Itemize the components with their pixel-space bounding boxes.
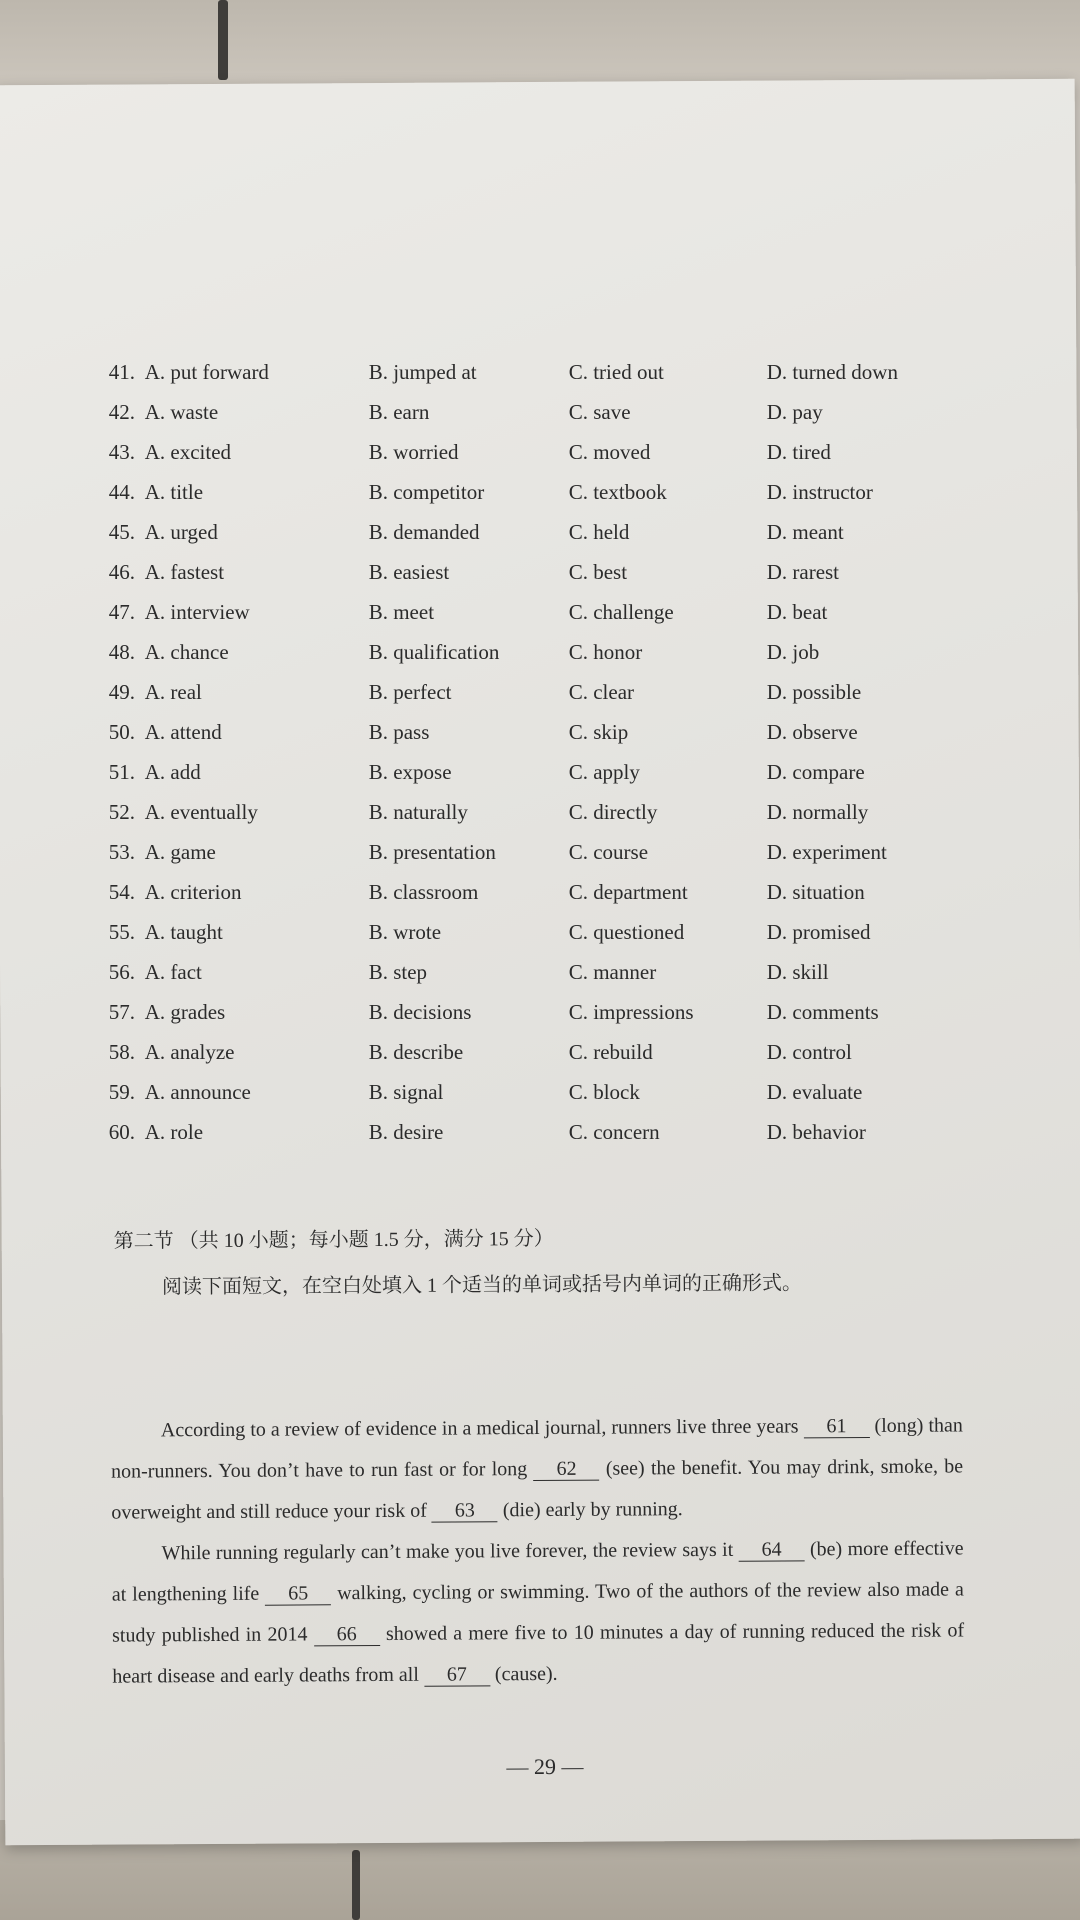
option-b: B. demanded	[368, 520, 480, 545]
option-b: B. decisions	[368, 1000, 472, 1025]
option-a: A. analyze	[144, 1040, 235, 1065]
passage-text: (long) than non-runners. You don’t have to run fast or for long	[111, 1414, 963, 1483]
option-c: C. challenge	[568, 600, 674, 625]
question-row	[109, 752, 969, 792]
question-number: 60.	[108, 1120, 135, 1145]
option-b: B. earn	[368, 400, 430, 425]
option-c: C. questioned	[568, 920, 685, 945]
option-c: C. apply	[568, 760, 640, 785]
multiple-choice-options-table	[109, 352, 969, 1152]
option-b: B. perfect	[368, 680, 452, 705]
option-b: B. meet	[368, 600, 435, 625]
option-d: D. skill	[766, 960, 829, 985]
option-c: C. block	[568, 1080, 640, 1105]
option-d: D. experiment	[766, 840, 887, 865]
section-title: 第二节 （共 10 小题；每小题 1.5 分，满分 15 分）	[113, 1227, 554, 1253]
option-a: A. grades	[144, 1000, 226, 1025]
passage-paragraph-1	[111, 1405, 964, 1533]
question-number: 45.	[108, 520, 135, 545]
question-row	[109, 632, 969, 672]
question-row	[109, 832, 969, 872]
exam-paper-sheet	[0, 79, 1080, 1846]
question-row	[109, 992, 969, 1032]
question-number: 53.	[108, 840, 135, 865]
blank-66: 66	[314, 1623, 380, 1646]
option-d: D. pay	[766, 400, 823, 425]
option-c: C. department	[568, 880, 688, 905]
option-a: A. eventually	[144, 800, 258, 825]
blank-67: 67	[424, 1663, 490, 1686]
option-a: A. real	[144, 680, 202, 705]
question-row	[109, 712, 969, 752]
option-b: B. qualification	[368, 640, 500, 665]
option-a: A. put forward	[144, 360, 269, 385]
question-number: 58.	[108, 1040, 135, 1065]
option-a: A. announce	[144, 1080, 251, 1105]
question-number: 56.	[108, 960, 135, 985]
option-c: C. moved	[568, 440, 651, 465]
option-b: B. describe	[368, 1040, 464, 1065]
option-d: D. situation	[766, 880, 865, 905]
question-number: 46.	[108, 560, 135, 585]
option-a: A. role	[144, 1120, 204, 1145]
option-d: D. evaluate	[766, 1080, 863, 1105]
passage-text: (die) early by running.	[497, 1498, 683, 1522]
question-row	[109, 1032, 969, 1072]
option-a: A. chance	[144, 640, 229, 665]
blank-64: 64	[739, 1538, 805, 1561]
option-d: D. beat	[766, 600, 828, 625]
question-row	[109, 792, 969, 832]
option-c: C. manner	[568, 960, 657, 985]
option-d: D. comments	[766, 1000, 879, 1025]
question-number: 49.	[108, 680, 135, 705]
option-a: A. attend	[144, 720, 222, 745]
option-c: C. honor	[568, 640, 643, 665]
option-c: C. clear	[568, 680, 635, 705]
question-row	[109, 912, 969, 952]
passage-paragraph-2	[111, 1528, 964, 1697]
question-row	[109, 1072, 969, 1112]
option-d: D. promised	[766, 920, 871, 945]
question-number: 48.	[108, 640, 135, 665]
option-d: D. meant	[766, 520, 844, 545]
question-number: 55.	[108, 920, 135, 945]
option-d: D. control	[766, 1040, 852, 1065]
floor-tile-gap	[218, 0, 228, 80]
option-a: A. taught	[144, 920, 223, 945]
option-d: D. rarest	[766, 560, 840, 585]
blank-63: 63	[432, 1499, 498, 1522]
question-number: 44.	[108, 480, 135, 505]
question-number: 54.	[108, 880, 135, 905]
option-d: D. compare	[766, 760, 865, 785]
option-d: D. observe	[766, 720, 858, 745]
passage-text: (cause).	[489, 1662, 558, 1686]
passage-text: (see) the benefit. You may drink, smoke, be overweight and still reduce your risk of	[111, 1455, 964, 1524]
reading-passage	[111, 1405, 965, 1697]
passage-text: showed a mere five to 10 minutes a day of running reduced the risk of heart disease and early deaths from all	[112, 1619, 965, 1688]
passage-text: According to a review of evidence in a medical journal, runners live three years	[160, 1415, 804, 1442]
option-b: B. pass	[368, 720, 430, 745]
option-c: C. rebuild	[568, 1040, 653, 1065]
question-number: 51.	[108, 760, 135, 785]
option-a: A. fastest	[144, 560, 225, 585]
blank-62: 62	[533, 1458, 599, 1481]
option-b: B. competitor	[368, 480, 485, 505]
question-number: 42.	[108, 400, 135, 425]
option-c: C. course	[568, 840, 649, 865]
question-number: 47.	[108, 600, 135, 625]
option-b: B. easiest	[368, 560, 450, 585]
question-row	[109, 352, 969, 392]
question-number: 41.	[108, 360, 135, 385]
option-c: C. textbook	[568, 480, 667, 505]
option-b: B. desire	[368, 1120, 444, 1145]
passage-text: (be) more effective at lengthening life	[111, 1537, 964, 1606]
blank-61: 61	[803, 1415, 869, 1438]
option-d: D. job	[766, 640, 820, 665]
question-row	[109, 872, 969, 912]
floor-tile-gap	[352, 1850, 360, 1920]
paper-content	[0, 79, 1080, 1846]
option-a: A. criterion	[144, 880, 242, 905]
option-d: D. tired	[766, 440, 831, 465]
question-row	[109, 552, 969, 592]
option-c: C. concern	[568, 1120, 660, 1145]
question-number: 50.	[108, 720, 135, 745]
question-row	[109, 952, 969, 992]
option-b: B. signal	[368, 1080, 444, 1105]
option-b: B. expose	[368, 760, 452, 785]
question-row	[109, 592, 969, 632]
question-row	[109, 672, 969, 712]
option-c: C. held	[568, 520, 630, 545]
option-d: D. normally	[766, 800, 869, 825]
option-a: A. add	[144, 760, 201, 785]
option-b: B. presentation	[368, 840, 496, 865]
question-number: 59.	[108, 1080, 135, 1105]
page-number: — 29 —	[506, 1753, 584, 1780]
option-a: A. game	[144, 840, 216, 865]
option-c: C. skip	[568, 720, 629, 745]
option-d: D. behavior	[766, 1120, 866, 1145]
option-a: A. fact	[144, 960, 202, 985]
option-c: C. tried out	[568, 360, 664, 385]
option-c: C. best	[568, 560, 628, 585]
option-d: D. instructor	[766, 480, 873, 505]
option-c: C. directly	[568, 800, 658, 825]
option-b: B. wrote	[368, 920, 442, 945]
section-instruction: 阅读下面短文，在空白处填入 1 个适当的单词或括号内单词的正确形式。	[161, 1272, 803, 1299]
option-a: A. urged	[144, 520, 218, 545]
question-row	[109, 1112, 969, 1152]
option-c: C. save	[568, 400, 631, 425]
question-row	[109, 392, 969, 432]
option-b: B. classroom	[368, 880, 479, 905]
option-d: D. possible	[766, 680, 862, 705]
option-c: C. impressions	[568, 1000, 694, 1025]
option-b: B. worried	[368, 440, 459, 465]
option-b: B. jumped at	[368, 360, 477, 385]
question-number: 52.	[108, 800, 135, 825]
question-row	[109, 432, 969, 472]
passage-text: walking, cycling or swimming. Two of the authors of the review also made a study published in 2014	[112, 1578, 964, 1647]
question-number: 57.	[108, 1000, 135, 1025]
option-a: A. interview	[144, 600, 250, 625]
question-number: 43.	[108, 440, 135, 465]
question-row	[109, 472, 969, 512]
passage-text: While running regularly can’t make you live forever, the review says it	[161, 1538, 739, 1565]
option-d: D. turned down	[766, 360, 898, 385]
question-row	[109, 512, 969, 552]
option-a: A. title	[144, 480, 204, 505]
option-a: A. excited	[144, 440, 232, 465]
option-b: B. naturally	[368, 800, 468, 825]
option-a: A. waste	[144, 400, 219, 425]
option-b: B. step	[368, 960, 428, 985]
blank-65: 65	[265, 1582, 331, 1605]
